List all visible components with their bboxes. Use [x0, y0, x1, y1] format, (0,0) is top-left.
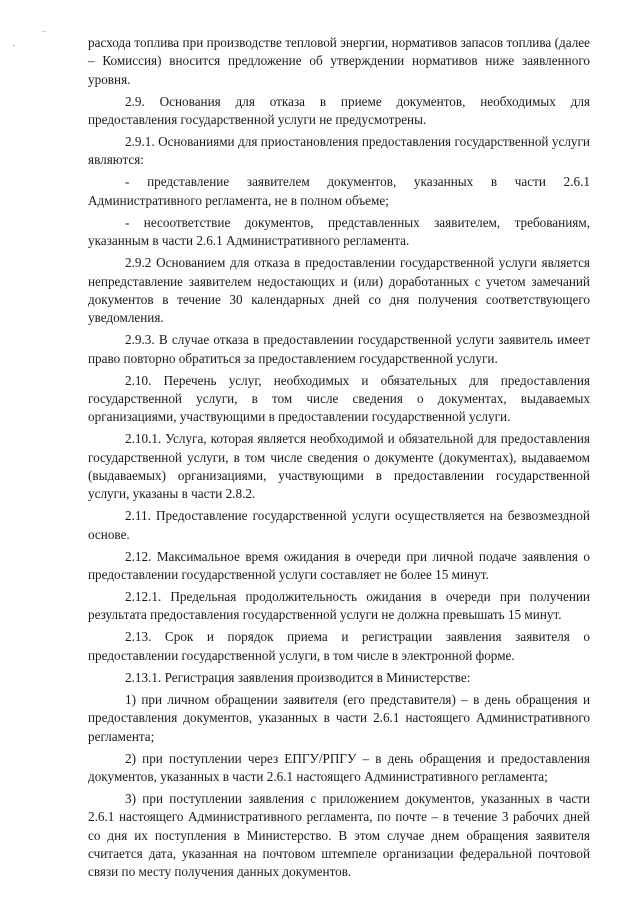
paragraph-2-9-2: 2.9.2 Основанием для отказа в предоставлении государственной услуги является непредставление заявителем недостающих и (или) доработанных с учетом замечаний документов в течение 30 календарных дней со дня получения соответствующего уведомления. [88, 255, 590, 326]
paragraph-2-10-1: 2.10.1. Услуга, которая является необходимой и обязательной для предоставления государственной услуги, в том числе сведения о документе (документах), выдаваемом (выдаваемых) организациями, участвующими в предоставлении государственной услуги, указаны в части 2.8.2. [88, 431, 590, 502]
paragraph-2-13: 2.13. Срок и порядок приема и регистрации заявления заявителя о предоставлении государственной услуги, в том числе в электронной форме. [88, 629, 590, 663]
paragraph-continuation: расхода топлива при производстве тепловой энергии, нормативов запасов топлива (далее – Комиссия) вносится предложение об утверждении нормативов ниже заявленного уровня. [88, 35, 590, 87]
paragraph-2-12-1: 2.12.1. Предельная продолжительность ожидания в очереди при получении результата предоставления государственной услуги не должна превышать 15 минут. [88, 589, 590, 623]
list-item-noncompliant-documents: - несоответствие документов, представленных заявителем, требованиям, указанным в части 2.6.1 Административного регламента. [88, 214, 590, 249]
paragraph-2-9-1: 2.9.1. Основаниями для приостановления предоставления государственной услуги являются: [88, 134, 590, 168]
paragraph-2-13-1: 2.13.1. Регистрация заявления производится в Министерстве: [125, 669, 471, 685]
list-item-personal-visit: 1) при личном обращении заявителя (его представителя) – в день обращения и предоставления документов, указанных в части 2.6.1 настоящего Административного регламента; [88, 691, 590, 744]
list-item-incomplete-documents: - представление заявителем документов, указанных в части 2.6.1 Административного регламента, не в полном объеме; [88, 174, 590, 208]
paragraph-2-11: 2.11. Предоставление государственной услуги осуществляется на безвозмездной основе. [88, 508, 590, 542]
document-page [88, 34, 590, 885]
paragraph-2-12: 2.12. Максимальное время ожидания в очереди при личной подаче заявления о предоставлении государственной услуги составляет не более 15 минут. [88, 548, 590, 582]
paragraph-2-10: 2.10. Перечень услуг, необходимых и обязательных для предоставления государственной услуги, в том числе сведения о документах, выдаваемых организациями, участвующими в предоставлении государственной услуги. [88, 372, 590, 425]
scan-speck [42, 31, 46, 32]
scan-speck [13, 45, 15, 46]
list-item-epgu-rpgu: 2) при поступлении через ЕПГУ/РПГУ – в день обращения и предоставления документов, указанных в части 2.6.1 настоящего Административного регламента; [88, 750, 590, 784]
paragraph-2-9: 2.9. Основания для отказа в приеме документов, необходимых для предоставления государственной услуги не предусмотрены. [88, 93, 590, 127]
paragraph-2-9-3: 2.9.3. В случае отказа в предоставлении государственной услуги заявитель имеет право повторно обратиться за предоставлением государственной услуги. [88, 332, 590, 366]
list-item-by-post: 3) при поступлении заявления с приложением документов, указанных в части 2.6.1 настоящего Административного регламента, по почте – в течение 3 рабочих дней со дня их поступления в Министерство. В этом случае днем обращения заявителя считается дата, указанная на почтовом штемпеле организации федеральной почтовой связи по месту получения данных документов. [88, 791, 590, 880]
